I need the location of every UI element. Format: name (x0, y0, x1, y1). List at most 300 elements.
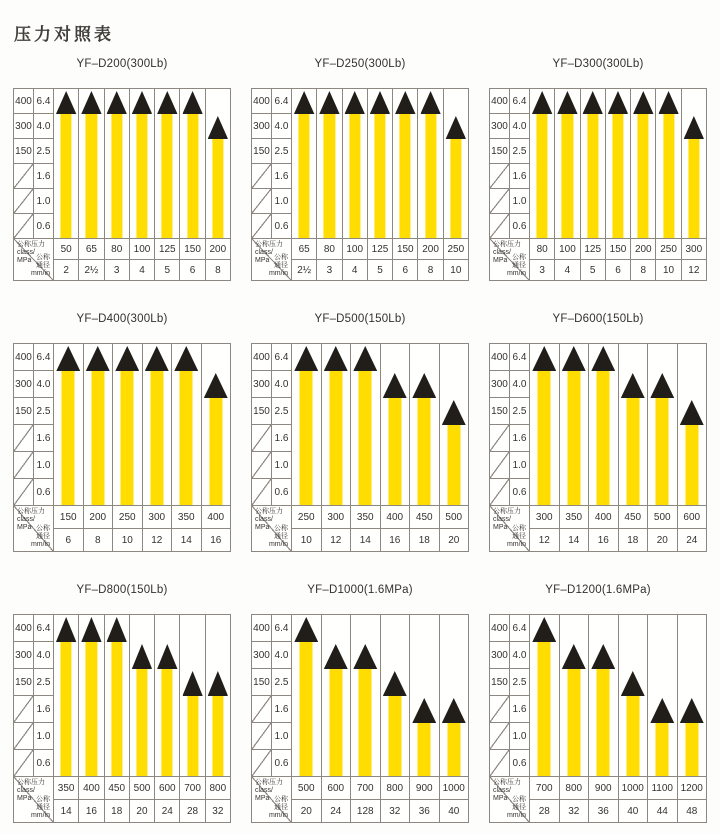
axis-empty-cell (252, 696, 272, 723)
bar (638, 114, 649, 238)
class-value-cell: 500 (130, 777, 155, 800)
axis-class-cell: 150 (14, 398, 34, 425)
class-value-cell: 350 (560, 506, 590, 529)
axis-mpa-cell: 2.5 (34, 398, 54, 425)
bar-column (619, 344, 649, 506)
size-value-cell: 10 (444, 260, 469, 281)
axis-empty-cell (490, 164, 510, 189)
axis-mpa-cell: 4.0 (510, 371, 530, 398)
size-value-cell: 40 (440, 800, 470, 823)
triangle-marker (591, 644, 615, 669)
size-value-cell: 12 (530, 529, 560, 552)
class-value-cell: 100 (130, 239, 155, 260)
class-value-cell: 700 (180, 777, 205, 800)
pressure-chart (13, 584, 231, 823)
axis-empty-cell (14, 425, 34, 452)
class-value-cell: 800 (206, 777, 231, 800)
bar (121, 371, 134, 505)
bar (656, 398, 669, 505)
axis-empty-cell (490, 189, 510, 214)
pressure-chart (13, 313, 231, 552)
chart-table (489, 343, 707, 552)
pressure-chart (489, 584, 707, 823)
chart-title: YF–D300(300Lb) (552, 58, 644, 70)
chart-title: YF–D200(300Lb) (76, 58, 168, 70)
axis-mpa-cell: 6.4 (34, 89, 54, 114)
class-value-cell: 900 (589, 777, 619, 800)
class-value-cell: 800 (560, 777, 590, 800)
bar (597, 669, 610, 776)
bar (597, 371, 610, 505)
class-value-cell: 800 (381, 777, 411, 800)
size-value-cell: 20 (648, 529, 678, 552)
triangle-marker (583, 91, 603, 114)
bar-column (410, 615, 440, 777)
bar (388, 696, 401, 776)
class-value-cell: 65 (79, 239, 104, 260)
bar (626, 696, 639, 776)
axis-mpa-cell: 6.4 (510, 615, 530, 642)
size-value-cell: 16 (202, 529, 232, 552)
class-value-cell: 500 (648, 506, 678, 529)
class-value-cell: 400 (79, 777, 104, 800)
size-value-cell: 14 (560, 529, 590, 552)
page-title: 压力对照表 (14, 25, 114, 44)
triangle-marker (324, 346, 348, 371)
pressure-chart (489, 58, 707, 281)
axis-mpa-cell: 6.4 (272, 615, 292, 642)
axis-mpa-cell: 1.6 (510, 425, 530, 452)
axis-mpa-cell: 2.5 (34, 139, 54, 164)
size-value-cell: 16 (589, 529, 619, 552)
axis-mpa-cell: 2.5 (510, 669, 530, 696)
size-value-cell: 18 (105, 800, 130, 823)
bar (86, 114, 97, 238)
size-value-cell: 6 (180, 260, 205, 281)
bar-column (202, 344, 232, 506)
axis-mpa-cell: 4.0 (510, 642, 530, 669)
axis-mpa-cell: 0.6 (510, 750, 530, 777)
bar (587, 114, 598, 238)
axis-mpa-cell: 0.6 (510, 479, 530, 506)
axis-empty-cell (14, 214, 34, 239)
bar-column (530, 89, 555, 239)
bar (685, 425, 698, 505)
axis-class-cell: 300 (490, 114, 510, 139)
triangle-marker (395, 91, 415, 114)
class-value-cell: 250 (113, 506, 143, 529)
class-value-cell: 1000 (619, 777, 649, 800)
bar-column (79, 89, 104, 239)
axis-class-cell: 400 (14, 344, 34, 371)
axis-mpa-cell: 6.4 (34, 615, 54, 642)
chart-title: YF–D500(150Lb) (314, 313, 406, 325)
size-value-cell: 36 (589, 800, 619, 823)
bar (212, 139, 223, 238)
size-value-cell: 3 (105, 260, 130, 281)
triangle-marker (208, 671, 228, 696)
size-value-cell: 24 (678, 529, 708, 552)
bar-column (54, 344, 84, 506)
class-value-cell: 150 (606, 239, 631, 260)
axis-empty-cell (252, 214, 272, 239)
size-value-cell: 4 (343, 260, 368, 281)
bar-column (155, 615, 180, 777)
size-value-cell: 6 (393, 260, 418, 281)
class-value-cell: 400 (202, 506, 232, 529)
pressure-chart (251, 584, 469, 823)
axis-mpa-cell: 2.5 (510, 139, 530, 164)
size-value-cell: 44 (648, 800, 678, 823)
triangle-marker (353, 644, 377, 669)
size-value-cell: 40 (619, 800, 649, 823)
chart-title: YF–D600(150Lb) (552, 313, 644, 325)
pressure-chart (251, 58, 469, 281)
size-value-cell: 5 (155, 260, 180, 281)
size-value-cell: 20 (440, 529, 470, 552)
axis-empty-cell (14, 164, 34, 189)
bar-column (560, 344, 590, 506)
size-value-cell: 8 (206, 260, 231, 281)
bar (300, 371, 313, 505)
bar-column (555, 89, 580, 239)
axis-mpa-cell: 6.4 (510, 89, 530, 114)
size-value-cell: 6 (606, 260, 631, 281)
class-value-cell: 100 (555, 239, 580, 260)
axis-mpa-cell: 2.5 (272, 669, 292, 696)
axis-mpa-cell: 0.6 (34, 750, 54, 777)
bar (61, 114, 72, 238)
axis-mpa-cell: 0.6 (510, 214, 530, 239)
bar (537, 114, 548, 238)
axis-mpa-cell: 2.5 (34, 669, 54, 696)
class-value-cell: 1000 (440, 777, 470, 800)
bar-column (682, 89, 707, 239)
triangle-marker (81, 91, 101, 114)
bar-column (105, 615, 130, 777)
bar (61, 642, 72, 776)
axis-empty-cell (490, 479, 510, 506)
bar-column (444, 89, 469, 239)
class-value-cell: 500 (292, 777, 322, 800)
bar (111, 642, 122, 776)
axis-empty-cell (490, 214, 510, 239)
bar-column (292, 344, 322, 506)
axis-mpa-cell: 1.0 (272, 723, 292, 750)
axis-empty-cell (14, 479, 34, 506)
bar-column (130, 615, 155, 777)
pressure-chart (251, 313, 469, 552)
bar (447, 723, 460, 776)
triangle-marker (621, 373, 645, 398)
axis-empty-cell (14, 723, 34, 750)
pressure-chart (489, 313, 707, 552)
bar-column (172, 344, 202, 506)
triangle-marker (658, 91, 678, 114)
triangle-marker (557, 91, 577, 114)
corner-size-label: 公称 通径 mm/in (30, 795, 50, 819)
axis-mpa-cell: 1.6 (510, 164, 530, 189)
class-value-cell: 150 (393, 239, 418, 260)
bar (349, 114, 360, 238)
size-value-cell: 48 (678, 800, 708, 823)
size-value-cell: 36 (410, 800, 440, 823)
axis-mpa-cell: 1.6 (510, 696, 530, 723)
size-value-cell: 24 (322, 800, 352, 823)
axis-mpa-cell: 0.6 (34, 214, 54, 239)
bar-column (381, 344, 411, 506)
class-value-cell: 80 (317, 239, 342, 260)
triangle-marker (86, 346, 110, 371)
bar-column (292, 615, 322, 777)
size-value-cell: 5 (368, 260, 393, 281)
axis-empty-cell (252, 479, 272, 506)
axis-class-cell: 150 (14, 139, 34, 164)
triangle-marker (324, 644, 348, 669)
bar-column (440, 344, 470, 506)
triangle-marker (182, 91, 202, 114)
size-value-cell: 28 (530, 800, 560, 823)
size-value-cell: 6 (54, 529, 84, 552)
axis-mpa-cell: 1.0 (272, 189, 292, 214)
size-value-cell: 10 (292, 529, 322, 552)
axis-mpa-cell: 4.0 (510, 114, 530, 139)
class-value-cell: 350 (351, 506, 381, 529)
class-value-cell: 400 (381, 506, 411, 529)
axis-mpa-cell: 0.6 (272, 750, 292, 777)
axis-class-cell: 150 (252, 669, 272, 696)
triangle-marker (132, 644, 152, 669)
axis-mpa-cell: 6.4 (272, 89, 292, 114)
size-value-cell: 32 (381, 800, 411, 823)
triangle-marker (294, 346, 318, 371)
class-value-cell: 350 (172, 506, 202, 529)
triangle-marker (383, 671, 407, 696)
size-value-cell: 28 (180, 800, 205, 823)
bar-column (589, 344, 619, 506)
axis-class-cell: 400 (14, 89, 34, 114)
axis-class-cell: 300 (252, 642, 272, 669)
bar (562, 114, 573, 238)
triangle-marker (608, 91, 628, 114)
corner-size-label: 公称 通径 mm/in (506, 795, 526, 819)
corner-pressure-label: 公称压力 class/ MPa (255, 241, 283, 265)
class-value-cell: 450 (410, 506, 440, 529)
corner-header (14, 506, 54, 552)
axis-class-cell: 400 (252, 344, 272, 371)
chart-title: YF–D1000(1.6MPa) (307, 584, 413, 596)
bar (688, 139, 699, 238)
bar (329, 669, 342, 776)
bar-column (54, 615, 79, 777)
chart-table (13, 88, 231, 281)
triangle-marker (532, 91, 552, 114)
class-value-cell: 300 (682, 239, 707, 260)
triangle-marker (621, 671, 645, 696)
triangle-marker (56, 91, 76, 114)
triangle-marker (81, 617, 101, 642)
axis-empty-cell (14, 750, 34, 777)
triangle-marker (680, 400, 704, 425)
size-value-cell: 18 (619, 529, 649, 552)
triangle-marker (412, 373, 436, 398)
bar (447, 425, 460, 505)
bar-column (343, 89, 368, 239)
size-value-cell: 10 (113, 529, 143, 552)
class-value-cell: 125 (581, 239, 606, 260)
corner-header (490, 777, 530, 823)
axis-class-cell: 150 (252, 398, 272, 425)
axis-class-cell: 300 (14, 642, 34, 669)
bar (111, 114, 122, 238)
bar (656, 723, 669, 776)
axis-class-cell: 300 (490, 371, 510, 398)
axis-class-cell: 300 (252, 114, 272, 139)
bar-column (351, 615, 381, 777)
triangle-marker (412, 698, 436, 723)
bar-column (351, 344, 381, 506)
class-value-cell: 250 (656, 239, 681, 260)
size-value-cell: 12 (143, 529, 173, 552)
bar-column (530, 344, 560, 506)
size-value-cell: 14 (54, 800, 79, 823)
axis-mpa-cell: 1.0 (34, 723, 54, 750)
bar (329, 371, 342, 505)
axis-mpa-cell: 1.6 (272, 425, 292, 452)
axis-mpa-cell: 1.0 (272, 452, 292, 479)
axis-mpa-cell: 6.4 (510, 344, 530, 371)
bar-column (589, 615, 619, 777)
corner-pressure-label: 公称压力 class/ MPa (17, 241, 45, 265)
triangle-marker (319, 91, 339, 114)
axis-mpa-cell: 6.4 (34, 344, 54, 371)
charts-grid (13, 58, 707, 823)
axis-mpa-cell: 4.0 (272, 642, 292, 669)
chart-table (251, 614, 469, 823)
axis-mpa-cell: 2.5 (272, 139, 292, 164)
chart-table (13, 614, 231, 823)
bar-column (656, 89, 681, 239)
bar (162, 669, 173, 776)
triangle-marker (562, 346, 586, 371)
axis-class-cell: 150 (252, 139, 272, 164)
class-value-cell: 250 (444, 239, 469, 260)
bar (180, 371, 193, 505)
pressure-chart (13, 58, 231, 281)
axis-empty-cell (490, 425, 510, 452)
axis-class-cell: 150 (490, 139, 510, 164)
size-value-cell: 5 (581, 260, 606, 281)
triangle-marker (56, 346, 80, 371)
chart-title: YF–D1200(1.6MPa) (545, 584, 651, 596)
corner-pressure-label: 公称压力 class/ MPa (493, 779, 521, 803)
axis-class-cell: 150 (490, 398, 510, 425)
axis-mpa-cell: 6.4 (272, 344, 292, 371)
corner-pressure-label: 公称压力 class/ MPa (493, 241, 521, 265)
bar-column (530, 615, 560, 777)
bar-column (368, 89, 393, 239)
axis-empty-cell (14, 696, 34, 723)
axis-mpa-cell: 4.0 (272, 114, 292, 139)
chart-table (251, 343, 469, 552)
axis-empty-cell (490, 750, 510, 777)
axis-empty-cell (252, 452, 272, 479)
axis-mpa-cell: 1.0 (34, 452, 54, 479)
axis-class-cell: 150 (490, 669, 510, 696)
class-value-cell: 200 (84, 506, 114, 529)
bar (150, 371, 163, 505)
axis-mpa-cell: 2.5 (272, 398, 292, 425)
axis-empty-cell (14, 452, 34, 479)
size-value-cell: 16 (79, 800, 104, 823)
bar (162, 114, 173, 238)
triangle-marker (182, 671, 202, 696)
axis-mpa-cell: 4.0 (34, 114, 54, 139)
corner-size-label: 公称 通径 mm/in (506, 253, 526, 277)
bar-column (560, 615, 590, 777)
axis-class-cell: 400 (490, 89, 510, 114)
triangle-marker (56, 617, 76, 642)
bar-column (317, 89, 342, 239)
axis-class-cell: 300 (252, 371, 272, 398)
axis-class-cell: 300 (490, 642, 510, 669)
class-value-cell: 300 (322, 506, 352, 529)
chart-table (251, 88, 469, 281)
bar-column (381, 615, 411, 777)
bar-column (393, 89, 418, 239)
class-value-cell: 600 (322, 777, 352, 800)
bar (136, 114, 147, 238)
bar-column (79, 615, 104, 777)
triangle-marker (208, 116, 228, 139)
bar-column (113, 344, 143, 506)
corner-header (252, 506, 292, 552)
axis-mpa-cell: 1.6 (272, 696, 292, 723)
class-value-cell: 700 (351, 777, 381, 800)
bar (425, 114, 436, 238)
size-value-cell: 10 (656, 260, 681, 281)
bar (450, 139, 461, 238)
triangle-marker (680, 698, 704, 723)
axis-empty-cell (490, 452, 510, 479)
corner-pressure-label: 公称压力 class/ MPa (255, 779, 283, 803)
triangle-marker (132, 91, 152, 114)
corner-header (490, 239, 530, 281)
class-value-cell: 300 (530, 506, 560, 529)
bar-column (631, 89, 656, 239)
bar-column (206, 89, 231, 239)
triangle-marker (204, 373, 228, 398)
class-value-cell: 350 (54, 777, 79, 800)
bar (187, 114, 198, 238)
triangle-marker (650, 698, 674, 723)
class-value-cell: 700 (530, 777, 560, 800)
class-value-cell: 80 (105, 239, 130, 260)
corner-pressure-label: 公称压力 class/ MPa (255, 508, 283, 532)
class-value-cell: 150 (54, 506, 84, 529)
bar-column (678, 344, 708, 506)
bar (62, 371, 75, 505)
bar (612, 114, 623, 238)
axis-class-cell: 150 (14, 669, 34, 696)
corner-pressure-label: 公称压力 class/ MPa (493, 508, 521, 532)
class-value-cell: 450 (619, 506, 649, 529)
size-value-cell: 8 (84, 529, 114, 552)
axis-mpa-cell: 1.6 (272, 164, 292, 189)
chart-table (489, 88, 707, 281)
bar (86, 642, 97, 776)
class-value-cell: 500 (440, 506, 470, 529)
